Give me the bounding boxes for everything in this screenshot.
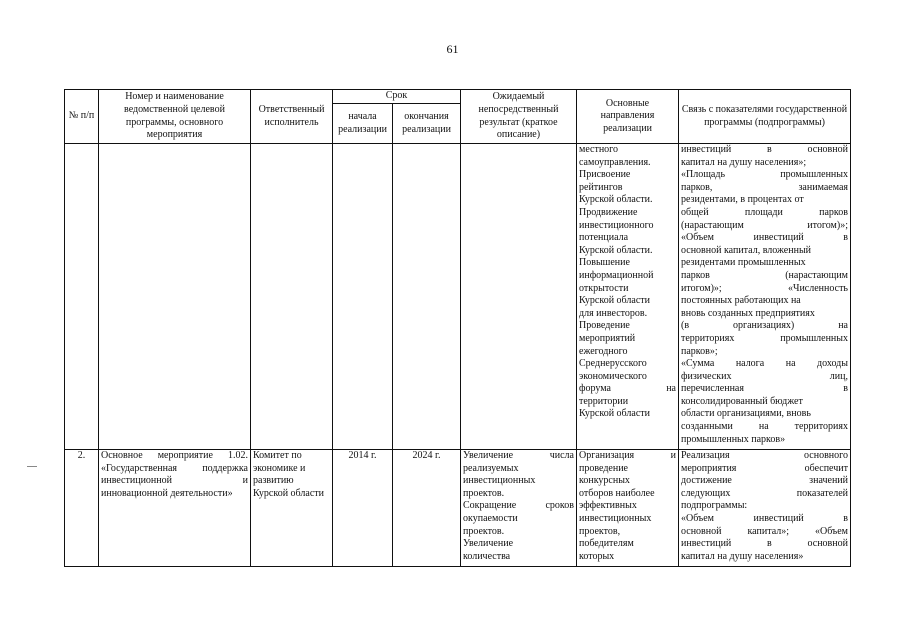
row2-directions-cell bbox=[577, 450, 679, 567]
text-line: Курской области bbox=[579, 295, 650, 307]
text-line: потенциала bbox=[579, 232, 629, 244]
text-line: парков»; bbox=[681, 345, 718, 357]
header-link: Связь с показателями государственной программы (подпрограммы) bbox=[679, 90, 851, 144]
text-line: ежегодного bbox=[579, 345, 628, 357]
text-line: основной капитал»; «Объем bbox=[681, 525, 848, 537]
text-line: «Объем инвестиций в bbox=[681, 512, 848, 524]
text-line: открытости bbox=[579, 282, 629, 294]
text-line: «Сумма налога на доходы bbox=[681, 358, 848, 370]
text-line: инвестиций в основной bbox=[681, 538, 848, 550]
text-line: проведение bbox=[579, 462, 628, 474]
text-line: победителям bbox=[579, 538, 634, 550]
text-line: информационной bbox=[579, 269, 654, 281]
row2-responsible: Комитет по экономике и развитию Курской области bbox=[251, 450, 333, 567]
header-responsible: Ответственный исполнитель bbox=[251, 90, 333, 144]
text-line: (в организациях) на bbox=[681, 320, 848, 332]
text-line: проектов, bbox=[579, 525, 621, 537]
text-line: мероприятия обеспечит bbox=[681, 462, 848, 474]
measures-table bbox=[64, 89, 851, 567]
header-start: начала реализации bbox=[333, 104, 393, 144]
text-line: подпрограммы: bbox=[681, 500, 748, 512]
text-line: рейтингов bbox=[579, 181, 623, 193]
header-name: Номер и наименование ведомственной целевой программы, основного мероприятия bbox=[99, 90, 251, 144]
text-line: созданными на территориях bbox=[681, 421, 848, 433]
row1-num-cell bbox=[65, 144, 99, 450]
text-line: Реализация основного bbox=[681, 450, 848, 461]
text-line: парков (нарастающим bbox=[681, 269, 848, 281]
header-term: Срок bbox=[333, 90, 461, 104]
text-line: реализуемых bbox=[463, 462, 519, 474]
text-line: проектов. bbox=[463, 487, 505, 499]
text-line: окупаемости bbox=[463, 512, 518, 524]
page-number: 61 bbox=[446, 42, 459, 56]
text-line: Курской области. bbox=[579, 244, 653, 256]
text-line: Курской области bbox=[579, 408, 650, 420]
row1-responsible-cell bbox=[251, 144, 333, 450]
row2-result-cell bbox=[461, 450, 577, 567]
header-num: № п/п bbox=[65, 90, 99, 144]
text-line: форума на bbox=[579, 383, 676, 395]
text-line: (нарастающим итогом)»; bbox=[681, 219, 848, 231]
text-line: мероприятий bbox=[579, 332, 636, 344]
row2-end: 2024 г. bbox=[393, 450, 461, 567]
text-line: следующих показателей bbox=[681, 487, 848, 499]
text-line: консолидированный бюджет bbox=[681, 395, 803, 407]
text-line: «Площадь промышленных bbox=[681, 169, 848, 181]
text-line: инвестиционных bbox=[463, 475, 536, 487]
text-line: капитал на душу населения»; bbox=[681, 156, 807, 168]
text-line: самоуправления. bbox=[579, 156, 651, 168]
text-line: области организациями, вновь bbox=[681, 408, 811, 420]
row1-link-cell bbox=[679, 144, 851, 450]
header-end: окончания реализации bbox=[393, 104, 461, 144]
header-directions: Основные направления реализации bbox=[577, 90, 679, 144]
row2-name: Основное мероприятие 1.02. «Государственная поддержка инвестиционной и инновационной деятельности» bbox=[99, 450, 251, 567]
text-line: постоянных работающих на bbox=[681, 295, 801, 307]
text-line: резидентами, в процентах от bbox=[681, 194, 804, 206]
margin-mark bbox=[27, 466, 37, 467]
row2-start: 2014 г. bbox=[333, 450, 393, 567]
text-line: резидентами промышленных bbox=[681, 257, 806, 269]
text-line: парков, занимаемая bbox=[681, 181, 848, 193]
text-line: местного bbox=[579, 144, 619, 155]
table-row bbox=[65, 144, 851, 450]
text-line: отборов наиболее bbox=[579, 487, 655, 499]
text-line: Продвижение bbox=[579, 206, 638, 218]
row2-link-cell bbox=[679, 450, 851, 567]
text-line: Увеличение числа bbox=[463, 450, 574, 461]
text-line: вновь созданных предприятиях bbox=[681, 307, 815, 319]
text-line: Проведение bbox=[579, 320, 630, 332]
text-line: для инвесторов. bbox=[579, 307, 648, 319]
text-line: конкурсных bbox=[579, 475, 630, 487]
text-line: Присвоение bbox=[579, 169, 631, 181]
text-line: капитал на душу населения» bbox=[681, 550, 804, 562]
text-line: Увеличение bbox=[463, 538, 514, 550]
text-line: Курской области. bbox=[579, 194, 653, 206]
text-line: которых bbox=[579, 550, 615, 562]
header-result: Ожидаемый непосредственный результат (краткое описание) bbox=[461, 90, 577, 144]
text-line: Повышение bbox=[579, 257, 630, 269]
text-line: общей площади парков bbox=[681, 206, 848, 218]
text-line: территориях промышленных bbox=[681, 332, 848, 344]
text-line: инвестиционного bbox=[579, 219, 654, 231]
text-line: достижение значений bbox=[681, 475, 848, 487]
text-line: проектов. bbox=[463, 525, 505, 537]
row2-num: 2. bbox=[65, 450, 99, 567]
row1-result-cell bbox=[461, 144, 577, 450]
row1-end-cell bbox=[393, 144, 461, 450]
text-line: перечисленная в bbox=[681, 383, 848, 395]
row1-directions-cell bbox=[577, 144, 679, 450]
table-row bbox=[65, 450, 851, 567]
text-line: количества bbox=[463, 550, 511, 562]
text-line: итогом)»; «Численность bbox=[681, 282, 848, 294]
text-line: эффективных bbox=[579, 500, 637, 512]
text-line: промышленных парков» bbox=[681, 433, 786, 445]
text-line: основной капитал, вложенный bbox=[681, 244, 812, 256]
text-line: Сокращение сроков bbox=[463, 500, 574, 512]
text-line: инвестиционных bbox=[579, 512, 652, 524]
text-line: Организация и bbox=[579, 450, 676, 461]
text-line: физических лиц, bbox=[681, 370, 848, 382]
text-line: территории bbox=[579, 395, 629, 407]
text-line: инвестиций в основной bbox=[681, 144, 848, 155]
text-line: экономического bbox=[579, 370, 647, 382]
row1-name-cell bbox=[99, 144, 251, 450]
row1-start-cell bbox=[333, 144, 393, 450]
text-line: Среднерусского bbox=[579, 358, 647, 370]
text-line: «Объем инвестиций в bbox=[681, 232, 848, 244]
